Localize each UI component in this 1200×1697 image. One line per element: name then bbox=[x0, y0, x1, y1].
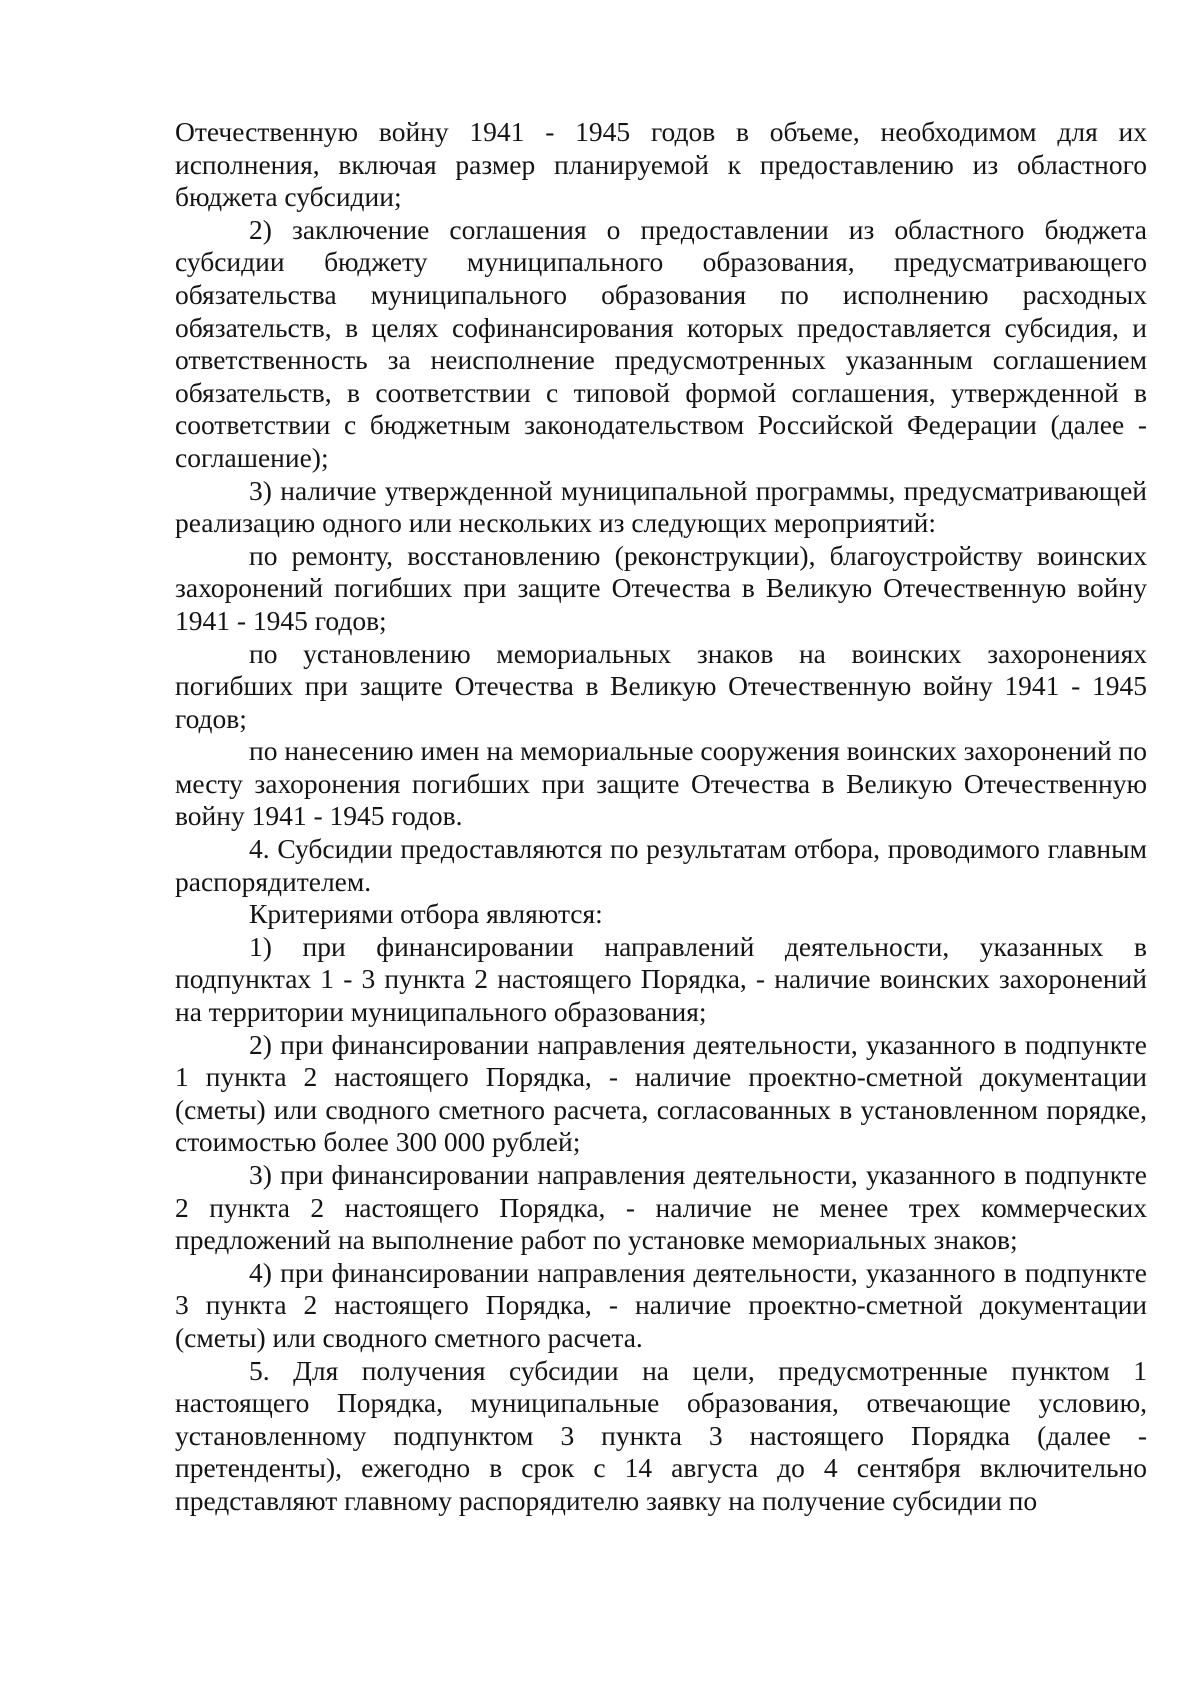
paragraph-condition-2: 2) заключение соглашения о предоставлении из областного бюджета субсидии бюджету муниципального образования, предусматривающего обязательства муниципального образования по исполнению расходных обязательств, в целях софинансирования которых предоставляется субсидия, и ответственность за неисполнение предусмотренных указанным соглашением обязательств, в соответствии с типовой формой соглашения, утвержденной в соответствии с бюджетным законодательством Российской Федерации (далее - соглашение); bbox=[175, 213, 1147, 473]
paragraph-measure-signs: по установлению мемориальных знаков на воинских захоронениях погибших при защите Отечества в Великую Отечественную войну 1941 - 1945 годов; bbox=[175, 637, 1147, 734]
paragraph-measure-repair: по ремонту, восстановлению (реконструкции), благоустройству воинских захоронений погибших при защите Отечества в Великую Отечественную войну 1941 - 1945 годов; bbox=[175, 539, 1147, 636]
document-body bbox=[175, 116, 1147, 1518]
paragraph-section-5: 5. Для получения субсидии на цели, предусмотренные пунктом 1 настоящего Порядка, муниципальные образования, отвечающие условию, установленному подпунктом 3 пункта 3 настоящего Порядка (далее - претенденты), ежегодно в срок с 14 августа до 4 сентября включительно представляют главному распорядителю заявку на получение субсидии по bbox=[175, 1354, 1147, 1516]
paragraph-criterion-4: 4) при финансировании направления деятельности, указанного в подпункте 3 пункта 2 настоящего Порядка, - наличие проектно-сметной документации (сметы) или сводного сметного расчета. bbox=[175, 1256, 1147, 1353]
paragraph-section-4: 4. Субсидии предоставляются по результатам отбора, проводимого главным распорядителем. bbox=[175, 833, 1147, 897]
paragraph-condition-3: 3) наличие утвержденной муниципальной программы, предусматривающей реализацию одного или нескольких из следующих мероприятий: bbox=[175, 474, 1147, 539]
paragraph-criteria-intro: Критериями отбора являются: bbox=[249, 898, 603, 930]
paragraph-criterion-3: 3) при финансировании направления деятельности, указанного в подпункте 2 пункта 2 настоящего Порядка, - наличие не менее трех коммерческих предложений на выполнение работ по установке мемориальных знаков; bbox=[175, 1159, 1147, 1256]
paragraph-criterion-2: 2) при финансировании направления деятельности, указанного в подпункте 1 пункта 2 настоящего Порядка, - наличие проектно-сметной документации (сметы) или сводного сметного расчета, согласованных в установленном порядке, стоимостью более 300 000 рублей; bbox=[175, 1028, 1147, 1158]
paragraph-criterion-1: 1) при финансировании направлений деятельности, указанных в подпунктах 1 - 3 пункта 2 настоящего Порядка, - наличие воинских захоронений на территории муниципального образования; bbox=[175, 930, 1147, 1028]
paragraph-continuation: Отечественную войну 1941 - 1945 годов в объеме, необходимом для их исполнения, включая размер планируемой к предоставлению из областного бюджета субсидии; bbox=[175, 116, 1147, 213]
paragraph-measure-names: по нанесению имен на мемориальные сооружения воинских захоронений по месту захоронения погибших при защите Отечества в Великую Отечественную войну 1941 - 1945 годов. bbox=[175, 735, 1148, 832]
